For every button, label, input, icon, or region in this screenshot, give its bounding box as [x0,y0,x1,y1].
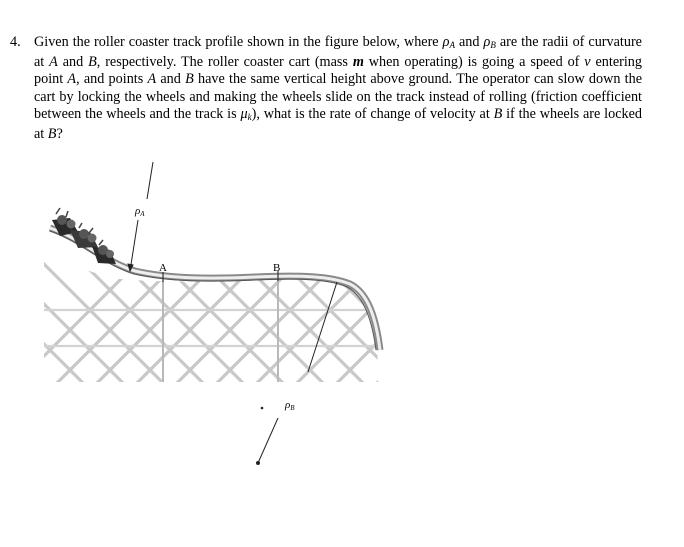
rho-a-label: ρA [135,205,145,218]
mu-symbol: $\mu_k$ [240,105,252,122]
rho-a-symbol: $\rho_A$ [442,34,455,50]
text-segment: Given the roller coaster track profile shown in the figure below, where [34,34,443,50]
text-segment: and [57,54,89,71]
coaster-track [50,228,380,350]
problem-number: 4. [10,34,21,50]
rider-icon [88,234,97,243]
text-segment: if the wheels are locked at [34,105,642,143]
point-a-ref: A [67,71,77,88]
point-b-label: B [273,262,281,274]
rider-icon [106,250,114,258]
text-segment: and [156,71,186,88]
rho-b-radius-line-lower [258,418,278,463]
point-a-label: A [159,262,167,274]
text-segment: , respectively. The roller coaster cart (mass [96,54,353,71]
rider-icon [79,229,89,239]
text-segment: ), what is the rate of change of velocity at [251,105,494,122]
text-segment: and [454,34,484,50]
point-b-ref: B [88,54,97,71]
point-a-ref: A [147,71,157,88]
text-segment: when operating) is going a speed of [363,54,585,71]
text-segment: entering point [34,54,642,88]
velocity-symbol: v [584,54,591,71]
scaffolding-posts [163,279,278,382]
rho-a-radius-line-lower [130,220,138,271]
mass-symbol: m [352,54,364,71]
text-segment: are the radii of curvature at [34,34,642,71]
text-segment: , and points [76,71,148,88]
rider-icon [67,220,76,229]
text-segment: have the same vertical height above ground. The operator can slow down the cart by locking the wheels and making the wheels slide on the track instead of rolling (friction coefficient between the wheels and the track is [34,71,642,122]
point-b-ref: B [185,71,194,88]
rho-a-radius-line-upper [147,162,153,199]
rho-b-label: ρB [285,399,295,412]
point-b-ref: B [493,105,503,122]
point-a-ref: A [49,54,58,71]
rho-b-symbol: $\rho_B$ [483,34,496,50]
point-b-ref: B [47,126,57,143]
text-segment: ? [56,126,63,143]
radius-lines [128,162,337,465]
